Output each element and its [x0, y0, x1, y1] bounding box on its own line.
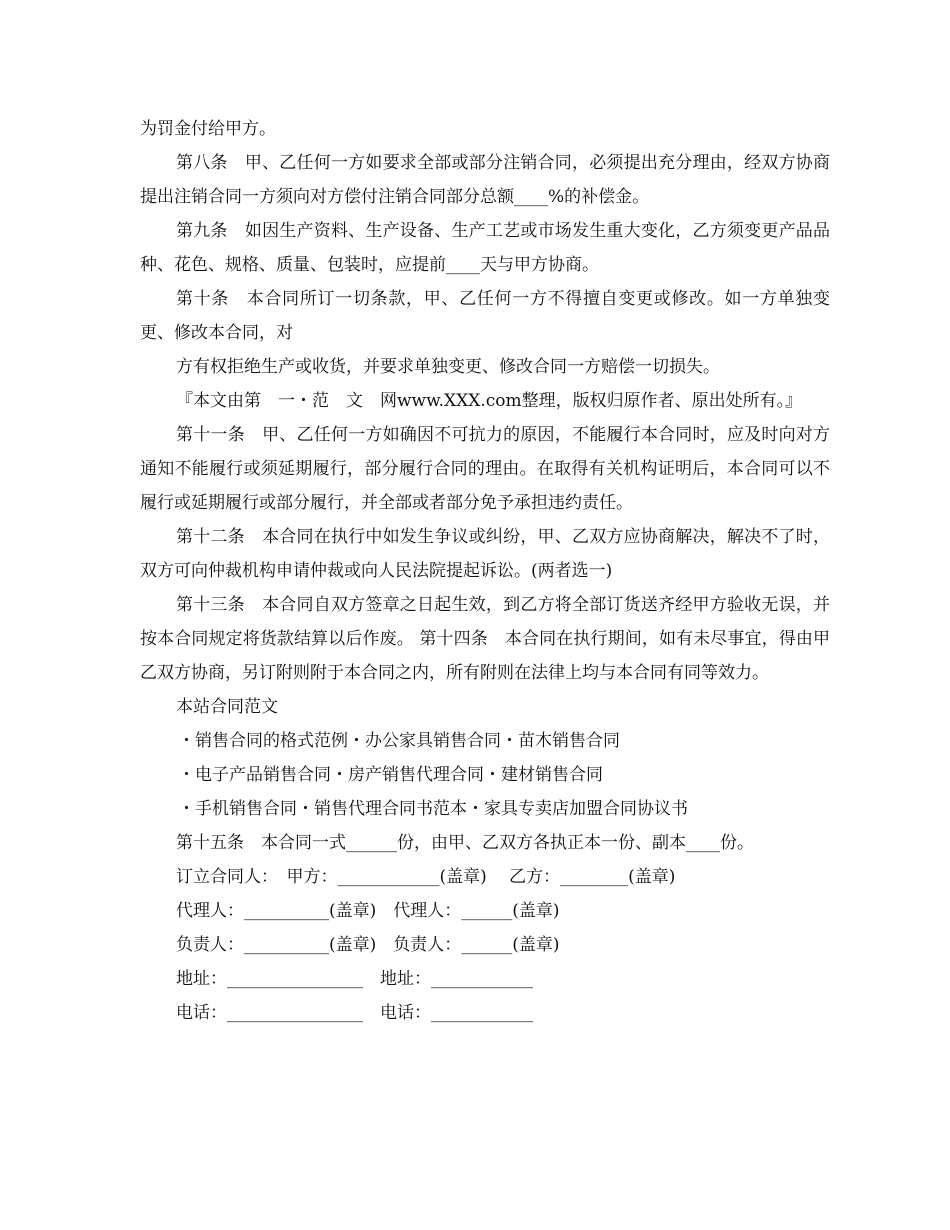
article-13-14: 第十三条 本合同自双方签章之日起生效，到乙方将全部订货送齐经甲方验收无误，并按本合同规定将货款结算以后作废。 第十四条 本合同在执行期间，如有未尽事宜，得由甲乙双方协商，另订附则附于本合同之内，所有附则在法律上均与本合同有同等效力。 [140, 595, 830, 683]
article-11: 第十一条 甲、乙任何一方如确因不可抗力的原因，不能履行本合同时，应及时向对方通知不能履行或须延期履行，部分履行合同的理由。在取得有关机构证明后，本合同可以不履行或延期履行或部分履行，并全部或者部分免予承担违约责任。 [140, 425, 830, 513]
signature-agents: 代理人：__________(盖章) 代理人：______(盖章) [176, 901, 560, 921]
signature-phone: 电话：________________ 电话：____________ [176, 1003, 533, 1023]
contract-page [140, 112, 830, 1030]
signature-parties: 订立合同人： 甲方：____________(盖章) 乙方：________(盖章) [176, 867, 676, 887]
article-9: 第九条 如因生产资料、生产设备、生产工艺或市场发生重大变化，乙方须变更产品品种、花色、规格、质量、包装时，应提前____天与甲方协商。 [140, 221, 830, 275]
article-8: 第八条 甲、乙任何一方如要求全部或部分注销合同，必须提出充分理由，经双方协商提出注销合同一方须向对方偿付注销合同部分总额____%的补偿金。 [140, 153, 830, 207]
article-12: 第十二条 本合同在执行中如发生争议或纠纷，甲、乙双方应协商解决，解决不了时，双方可向仲裁机构申请仲裁或向人民法院提起诉讼。(两者选一) [140, 527, 830, 581]
related-link-line[interactable]: ・手机销售合同・销售代理合同书范本・家具专卖店加盟合同协议书 [178, 799, 688, 819]
article-10: 第十条 本合同所订一切条款，甲、乙任何一方不得擅自变更或修改。如一方单独变更、修改本合同，对 [140, 289, 830, 343]
paragraph-penalty-tail: 为罚金付给甲方。 [140, 119, 276, 139]
related-link-line[interactable]: ・电子产品销售合同・房产销售代理合同・建材销售合同 [178, 765, 603, 785]
signature-address: 地址：________________ 地址：____________ [176, 969, 533, 989]
article-15: 第十五条 本合同一式______份，由甲、乙双方各执正本一份、副本____份。 [176, 833, 754, 853]
article-10-continued: 方有权拒绝生产或收货，并要求单独变更、修改合同一方赔偿一切损失。 [176, 357, 720, 377]
signature-responsible: 负责人：__________(盖章) 负责人：______(盖章) [176, 935, 560, 955]
copyright-notice: 『本文由第 一・范 文 网www.XXX.com整理，版权归原作者、原出处所有。』 [176, 391, 803, 411]
related-heading: 本站合同范文 [176, 697, 278, 717]
related-link-line[interactable]: ・销售合同的格式范例・办公家具销售合同・苗木销售合同 [178, 731, 620, 751]
